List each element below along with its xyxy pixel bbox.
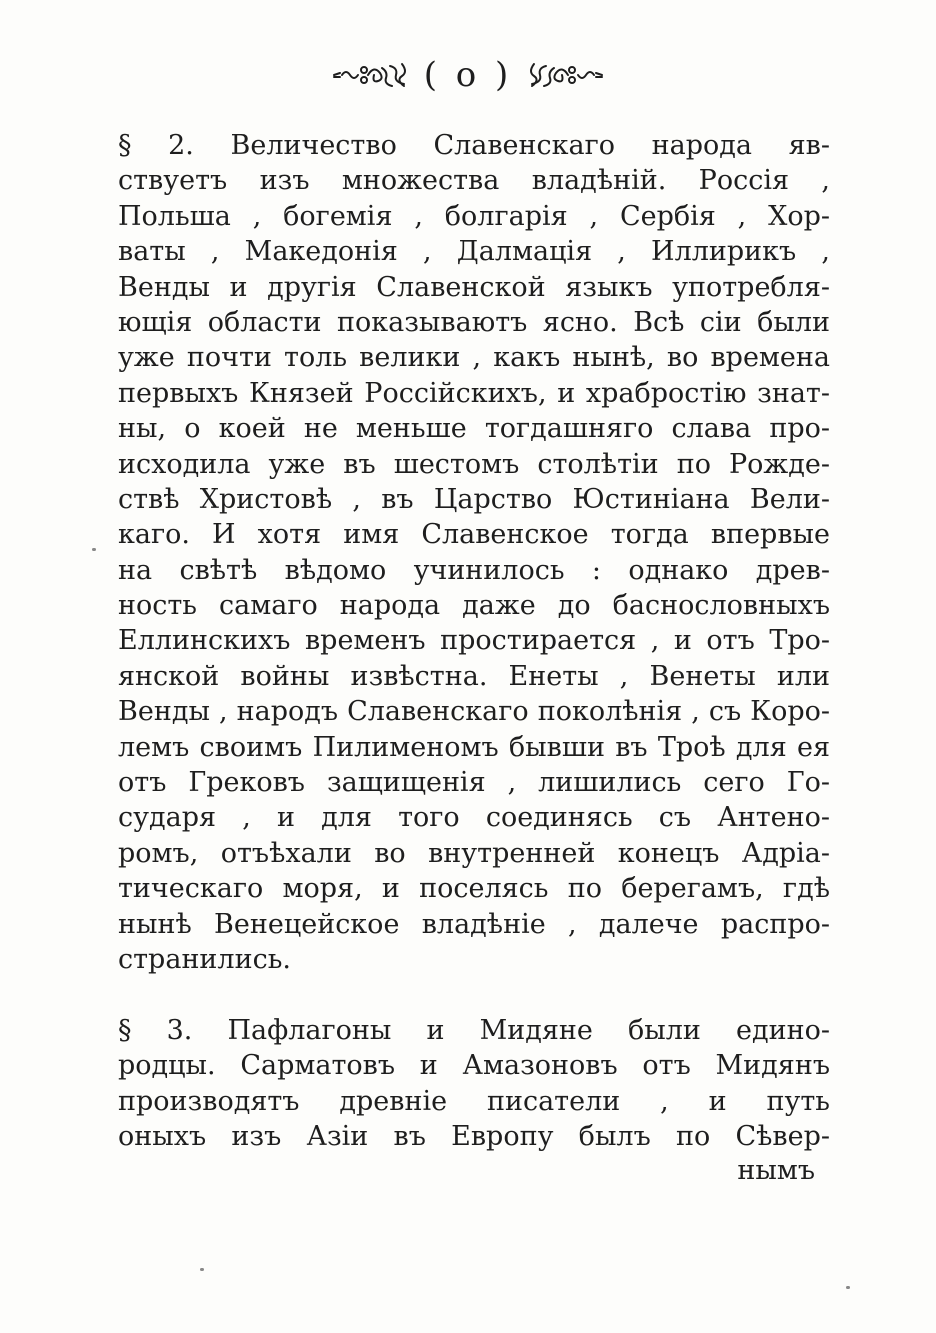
text-line: § 2. Величество Славенскаго народа яв- (118, 130, 830, 161)
text-line: каго. И хотя имя Славенское тогда впервые (118, 519, 830, 551)
text-line: исходила уже въ шестомъ столѣтіи по Рожде- (118, 448, 830, 480)
text-line: янской войны извѣстна. Енеты , Венеты или (118, 660, 830, 692)
text-line: Еллинскихъ временъ простирается , и отъ Тро- (118, 625, 830, 657)
ink-speck (846, 1286, 850, 1289)
text-line: § 3. Пафлагоны и Мидяне были едино- (118, 1015, 830, 1046)
text-line: лемъ своимъ Пилименомъ бывши въ Троѣ для ея (118, 731, 830, 763)
text-line: уже почти толь велики , какъ нынѣ, во времена (118, 342, 830, 374)
text-line: ствѣ Христовѣ , въ Царство Юстиніана Вели- (118, 483, 830, 515)
page-number: ( o ) (423, 55, 513, 95)
floral-ornament-icon (524, 60, 604, 90)
text-line: ромъ, отъѣхали во внутренней конецъ Адріа- (118, 837, 830, 869)
text-line: оныхъ изъ Азіи въ Европу былъ по Сѣвер- (118, 1121, 830, 1153)
text-line: ствуетъ изъ множества владѣній. Россія , (118, 165, 830, 197)
text-line: родцы. Сарматовъ и Амазоновъ отъ Мидянъ (118, 1050, 830, 1082)
text-line: ваты , Македонія , Далмація , Иллирикъ , (118, 236, 830, 268)
text-line: Венды и другія Славенской языкъ употребля- (118, 271, 830, 303)
text-line: первыхъ Князей Россійскихъ, и храбростію знат- (118, 377, 830, 409)
text-line: странились. (118, 943, 291, 975)
text-line: нынѣ Венецейское владѣніе , далече распро- (118, 908, 830, 940)
text-line: сударя , и для того соединясь съ Антено- (118, 802, 830, 834)
paragraph-section-2 (118, 128, 830, 977)
text-line: тическаго моря, и поселясь по берегамъ, гдѣ (118, 873, 830, 905)
ink-speck (92, 548, 96, 551)
floral-ornament-icon (332, 60, 412, 90)
text-line: Польша , богемія , болгарія , Сербія , Хор- (118, 200, 830, 232)
text-line: на свѣтѣ вѣдомо учинилось : однако древ- (118, 554, 830, 586)
page-header (0, 50, 936, 100)
text-line: производятъ древніе писатели , и путь (118, 1085, 830, 1117)
text-line: ющія области показываютъ ясно. Всѣ сіи были (118, 306, 830, 338)
text-line: ность самаго народа даже до баснословныхъ (118, 590, 830, 622)
text-line: отъ Грековъ защищенія , лишились сего Го- (118, 767, 830, 799)
text-line: Венды , народъ Славенскаго поколѣнія , съ Коро- (118, 696, 830, 728)
catchword: нымъ (737, 1155, 815, 1186)
text-line: ны, о коей не меньше тогдашняго слава про- (118, 413, 830, 445)
paragraph-section-3 (118, 1013, 830, 1155)
ink-speck (200, 1268, 204, 1271)
